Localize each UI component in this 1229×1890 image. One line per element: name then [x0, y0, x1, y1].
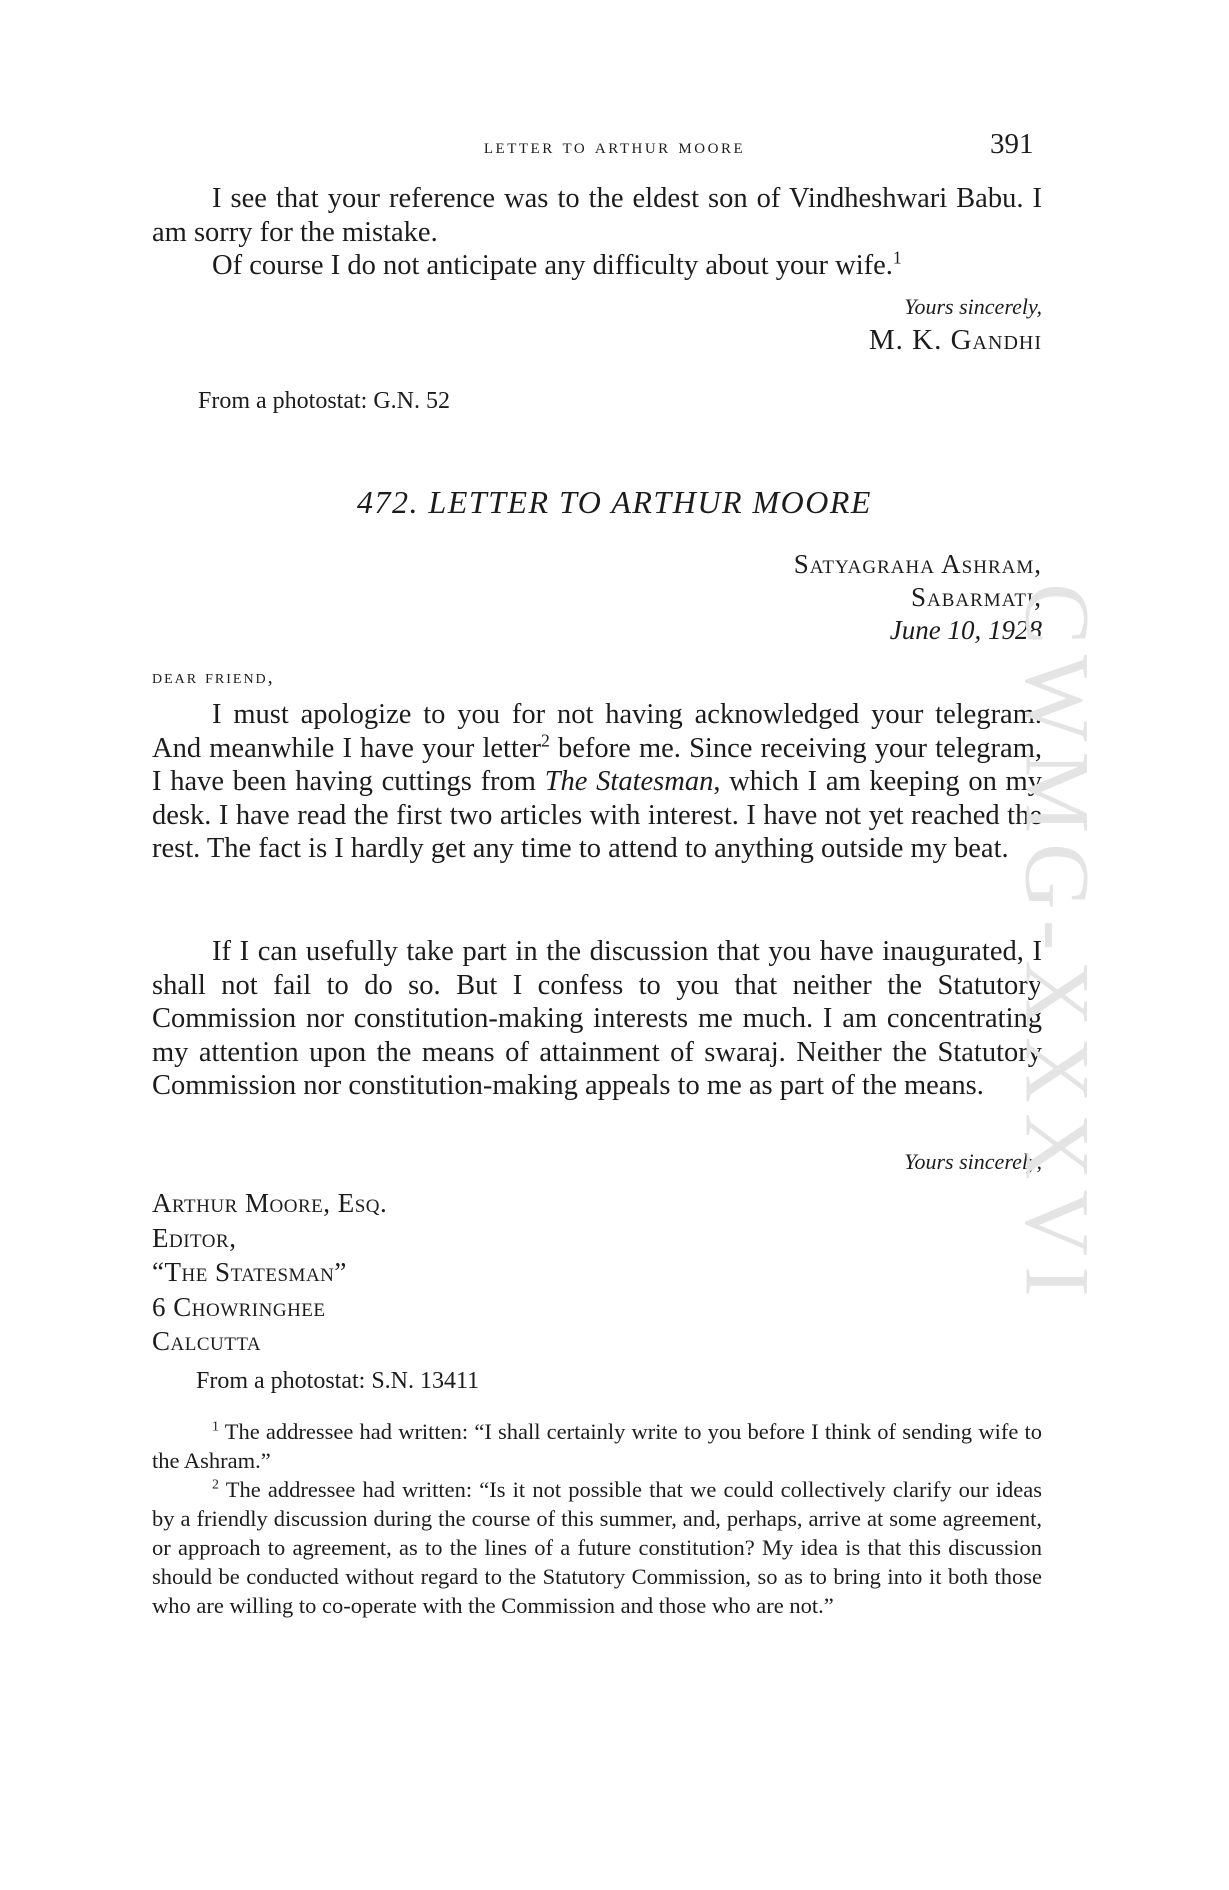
footnote-ref-2: 2: [541, 730, 550, 751]
letter-paragraph-2: If I can usefully take part in the discussion that you have inaugurated, I shall not fail to do so. But I confess to you that neither the Statutory Commission nor constitution-making interests me much. I am concentrating my attention upon the means of attainment of swaraj. Neither the Statutory Commission nor constitution-making appeals to me as part of the means.: [152, 936, 1042, 1102]
running-header: letter to arthur moore: [483, 134, 746, 158]
recipient-address: [152, 1186, 387, 1359]
letter-paragraph-1-part-c: , which I am keeping on my desk. I have read the first two articles with interest. I have not yet reached the rest. The fact is I hardly get any time to attend to anything outside my beat.: [152, 766, 1042, 865]
letter-closing: Yours sincerely,: [904, 1149, 1042, 1174]
footnote-2: [152, 1475, 1042, 1620]
page-number: 391: [990, 128, 1034, 160]
footnote-mark: 2: [212, 1477, 219, 1493]
letter-place-line-2: Sabarmati,: [911, 582, 1042, 612]
letter-source: From a photostat: S.N. 13411: [196, 1368, 480, 1394]
watermark-text: CWMG-XXXVI: [1007, 583, 1110, 1307]
letter-salutation: dear friend,: [152, 666, 275, 688]
prev-letter-paragraph-2: [152, 249, 1042, 283]
letter-paragraph-1: [152, 698, 1042, 866]
watermark: [1007, 405, 1110, 1485]
address-line: Editor,: [152, 1222, 237, 1253]
address-line: “The Statesman”: [152, 1257, 347, 1287]
prev-letter-paragraph-1: I see that your reference was to the eldest son of Vindheshwari Babu. I am sorry for the mistake.: [152, 183, 1042, 248]
prev-letter-paragraph-2-text: Of course I do not anticipate any difficulty about your wife.: [212, 250, 893, 281]
footnote-ref-1: 1: [892, 247, 902, 268]
newspaper-title: The Statesman: [544, 766, 714, 798]
prev-letter-signature: M. K. Gandhi: [868, 324, 1042, 356]
letter-heading: 472. LETTER TO ARTHUR MOORE: [357, 484, 872, 520]
address-line: Calcutta: [152, 1326, 262, 1356]
address-line: 6 Chowringhee: [152, 1291, 326, 1322]
prev-letter-source: From a photostat: G.N. 52: [198, 388, 450, 414]
letter-date: June 10, 1928: [889, 615, 1042, 645]
letter-paragraph-1-part-a: I must apologize to you for not having acknowledged your telegram. And meanwhile I have your letter: [152, 699, 1042, 764]
footnote-text: The addressee had written: “I shall certainly write to you before I think of sending wife to the Ashram.”: [152, 1419, 1043, 1473]
letter-paragraph-1-part-b: before me. Since receiving your telegram, I have been having cuttings from: [152, 732, 1042, 798]
footnote-1: [152, 1417, 1042, 1475]
letter-place-line-1: Satyagraha Ashram,: [793, 549, 1042, 579]
footnote-text: The addressee had written: “Is it not possible that we could collectively clarify our ideas by a friendly discussion during the course of this summer, and, perhaps, arrive at some agreement, or approach to agreement, as to the lines of a future constitution? My idea is that this discussion should be conducted without regard to the Statutory Commission, so as to bring into it both those who are willing to co-operate with the Commission and those who are not.”: [152, 1477, 1042, 1618]
footnote-mark: 1: [212, 1419, 219, 1435]
address-line: Arthur Moore, Esq.: [152, 1188, 388, 1218]
prev-letter-closing: Yours sincerely,: [904, 294, 1042, 319]
footnotes: [152, 1417, 1042, 1620]
